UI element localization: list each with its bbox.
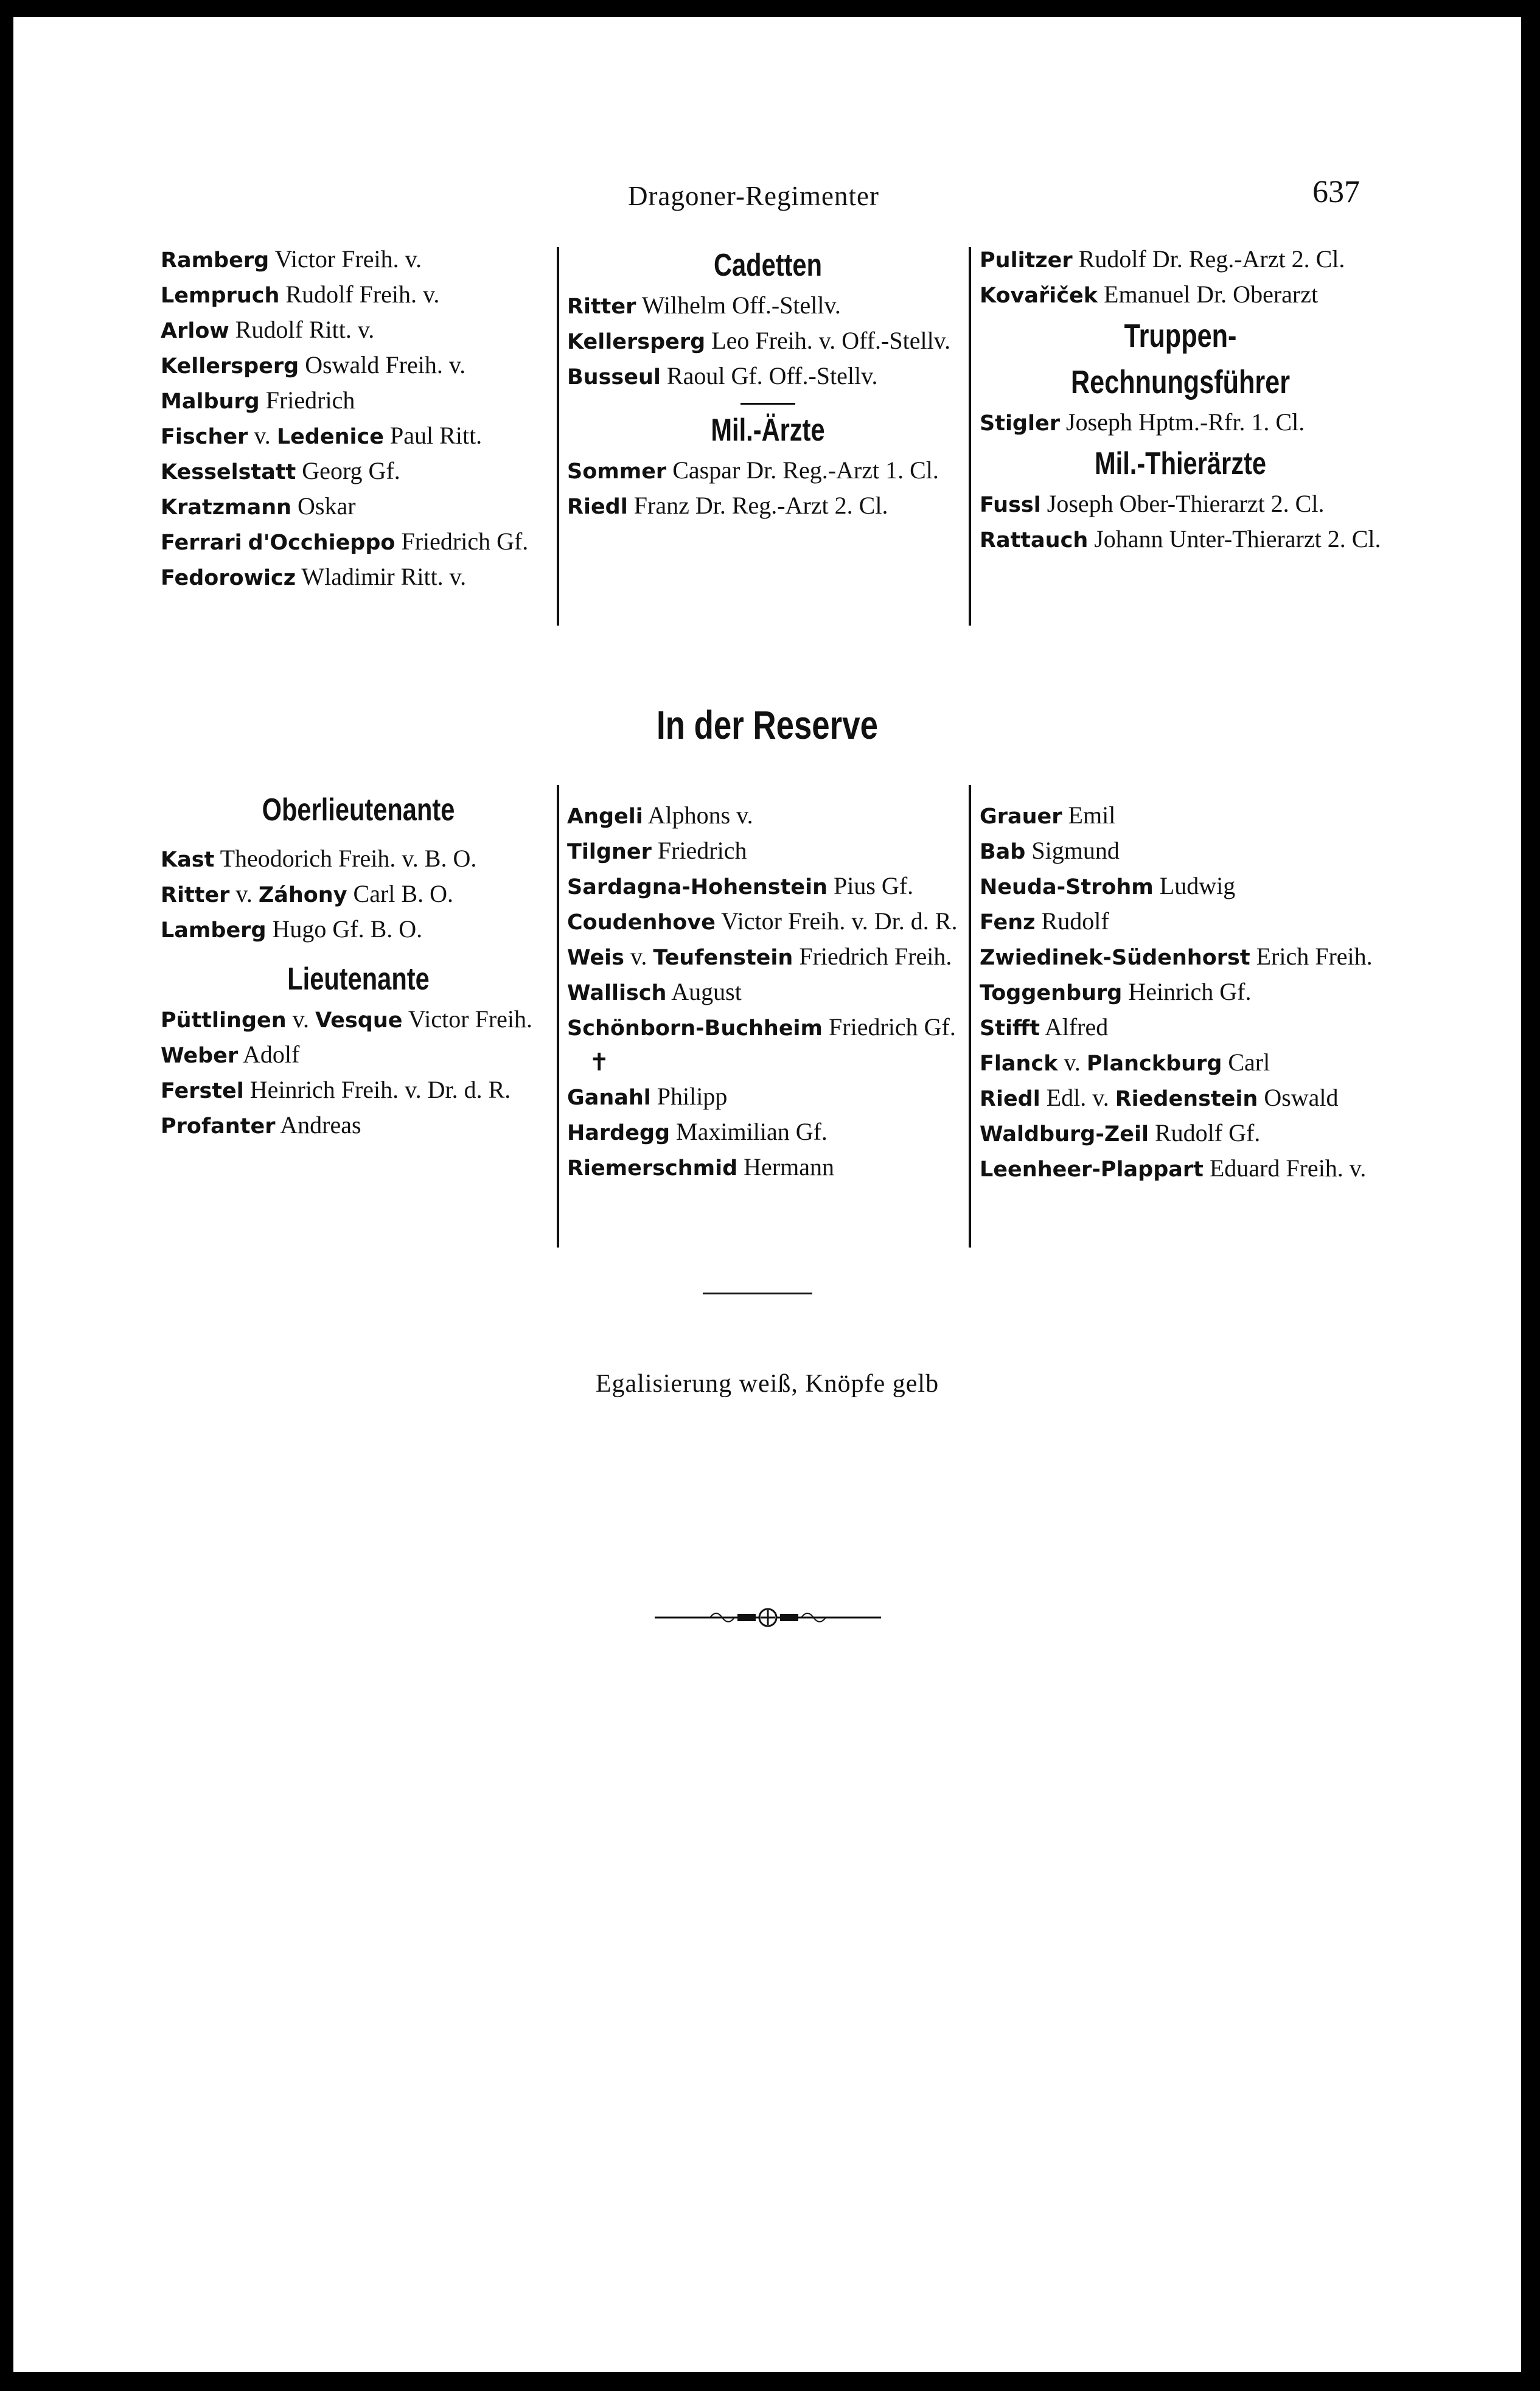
surname: Wallisch	[567, 981, 667, 1005]
surname: Kratzmann	[161, 495, 292, 520]
surname: Stigler	[980, 411, 1060, 436]
divider	[969, 247, 971, 626]
given-name-title: Edl. v.	[1046, 1084, 1109, 1111]
roster-entry	[567, 940, 969, 975]
given-name-title: Friedrich	[265, 386, 355, 414]
given-name-title: Oswald	[1264, 1084, 1339, 1111]
given-name-title: Rudolf	[1041, 907, 1109, 935]
given-name-title: v.	[1064, 1049, 1081, 1076]
roster-entry	[980, 834, 1381, 869]
roster-entry	[161, 1108, 556, 1143]
surname: Bab	[980, 840, 1026, 864]
reserve-col-2	[567, 798, 969, 1185]
given-name-title: Victor Freih.	[408, 1005, 533, 1033]
surname: Kovařiček	[980, 284, 1098, 308]
section-heading-cadetten: Cadetten	[714, 248, 822, 283]
surname: Schönborn-Buchheim	[567, 1016, 823, 1041]
given-name-title: August	[671, 978, 742, 1005]
given-name-title: Victor Freih. v. Dr. d. R.	[721, 907, 958, 935]
surname: Sardagna-Hohenstein	[567, 875, 827, 899]
roster-entry	[567, 869, 969, 904]
given-name-title: Paul Ritt.	[390, 422, 483, 449]
given-name-title: Andreas	[280, 1111, 361, 1139]
surname: Fussl	[980, 493, 1041, 517]
given-name-title: Ludwig	[1159, 872, 1236, 899]
surname: Fischer	[161, 425, 248, 449]
top-col-2	[567, 242, 969, 524]
surname: Arlow	[161, 319, 229, 343]
surname: Ganahl	[567, 1086, 651, 1110]
roster-entry	[980, 1045, 1381, 1081]
given-name-title: Sigmund	[1031, 837, 1120, 864]
reserve-heading: In der Reserve	[657, 702, 878, 747]
predicate-name: Teufenstein	[653, 946, 793, 970]
predicate-name: Riedenstein	[1115, 1087, 1258, 1111]
surname: Kesselstatt	[161, 460, 296, 484]
roster-entry	[161, 1038, 556, 1073]
surname: Püttlingen	[161, 1008, 287, 1033]
surname: Zwiedinek-Südenhorst	[980, 946, 1250, 970]
surname: Kast	[161, 848, 215, 872]
surname: Lamberg	[161, 918, 267, 943]
roster-entry	[161, 313, 556, 348]
roster-entry	[980, 405, 1381, 441]
given-name-title: Heinrich Gf.	[1128, 978, 1252, 1005]
roster-entry	[161, 560, 556, 595]
surname: Coudenhove	[567, 910, 716, 935]
surname: Kellersperg	[567, 330, 706, 354]
surname: Neuda-Strohm	[980, 875, 1154, 899]
given-name-title: Carl B. O.	[353, 880, 453, 907]
given-name-title: Philipp	[657, 1083, 728, 1110]
given-name-title: Emanuel Dr. Oberarzt	[1104, 281, 1319, 308]
surname: Ramberg	[161, 248, 270, 273]
given-name-title: Friedrich Freih.	[799, 943, 952, 970]
given-name-title: Friedrich	[657, 837, 747, 864]
predicate-name: Vesque	[315, 1008, 403, 1033]
surname: Tilgner	[567, 840, 652, 864]
predicate-name: d'Occhieppo	[248, 531, 395, 555]
given-name-title: Rudolf Freih. v.	[285, 281, 440, 308]
reserve-col-3	[980, 798, 1381, 1187]
roster-entry	[161, 842, 556, 877]
roster-entry	[567, 975, 969, 1010]
given-name-title: Johann Unter-Thierarzt 2. Cl.	[1094, 525, 1381, 553]
surname: Ritter	[567, 295, 636, 319]
given-name-title: Alfred	[1044, 1013, 1109, 1041]
roster-entry	[980, 1151, 1381, 1187]
given-name-title: Oswald Freih. v.	[305, 351, 466, 379]
given-name-title: Wladimir Ritt. v.	[301, 563, 467, 590]
surname: Riedl	[567, 495, 628, 519]
surname: Weis	[567, 946, 624, 970]
roster-entry	[980, 1010, 1381, 1045]
roster-entry	[980, 975, 1381, 1010]
given-name-title: v.	[630, 943, 647, 970]
given-name-title: Eduard Freih. v.	[1209, 1154, 1367, 1182]
given-name-title: Leo Freih. v. Off.-Stellv.	[711, 327, 951, 354]
roster-entry	[980, 242, 1381, 277]
roster-entry	[161, 1073, 556, 1108]
surname: Busseul	[567, 365, 661, 389]
given-name-title: Victor Freih. v.	[274, 245, 422, 273]
given-name-title: Franz Dr. Reg.-Arzt 2. Cl.	[633, 492, 888, 519]
surname: Fedorowicz	[161, 566, 296, 590]
given-name-title: Hugo Gf. B. O.	[272, 915, 423, 943]
roster-entry	[980, 1116, 1381, 1151]
surname: Rattauch	[980, 528, 1089, 553]
given-name-title: v.	[292, 1005, 310, 1033]
roster-entry	[567, 324, 969, 359]
roster-entry	[161, 348, 556, 383]
given-name-title: Theodorich Freih. v. B. O.	[220, 845, 477, 872]
predicate-name: Záhony	[258, 883, 347, 907]
roster-entry	[980, 487, 1381, 522]
given-name-title: Rudolf Dr. Reg.-Arzt 2. Cl.	[1078, 245, 1345, 273]
egalisierung-note: Egalisierung weiß, Knöpfe gelb	[595, 1370, 939, 1398]
surname: Ferstel	[161, 1079, 244, 1103]
given-name-title: v.	[235, 880, 253, 907]
roster-entry	[161, 912, 556, 948]
surname: Ritter	[161, 883, 230, 907]
page-number: 637	[1312, 175, 1360, 209]
given-name-title: Rudolf Gf.	[1154, 1119, 1261, 1147]
reserve-col-1	[161, 787, 556, 1143]
surname: Riedl	[980, 1087, 1040, 1111]
roster-entry	[980, 940, 1381, 975]
given-name-title: Wilhelm Off.-Stellv.	[641, 291, 841, 319]
given-name-title: Emil	[1068, 801, 1116, 829]
given-name-title: Hermann	[744, 1153, 834, 1181]
roster-entry	[161, 454, 556, 489]
given-name-title: Friedrich Gf. ✝	[589, 1013, 956, 1076]
given-name-title: v.	[254, 422, 271, 449]
given-name-title: Rudolf Ritt. v.	[235, 316, 375, 343]
roster-entry	[161, 489, 556, 525]
surname: Lempruch	[161, 284, 280, 308]
surname: Hardegg	[567, 1121, 671, 1145]
given-name-title: Adolf	[242, 1041, 300, 1068]
surname: Malburg	[161, 389, 260, 414]
predicate-name: Planckburg	[1086, 1052, 1222, 1076]
given-name-title: Carl	[1228, 1049, 1270, 1076]
surname: Sommer	[567, 459, 667, 484]
roster-entry	[161, 525, 556, 560]
section-heading-rechnungsfuehrer: Truppen-Rechnungsführer	[1070, 318, 1291, 400]
given-name-title: Maximilian Gf.	[676, 1118, 827, 1145]
section-rule	[703, 1293, 812, 1294]
given-name-title: Georg Gf.	[302, 457, 400, 484]
roster-entry	[567, 489, 969, 524]
roster-entry	[980, 277, 1381, 313]
roster-entry	[161, 383, 556, 419]
roster-entry	[567, 1080, 969, 1115]
surname: Fenz	[980, 910, 1036, 935]
roster-entry	[980, 798, 1381, 834]
roster-entry	[980, 904, 1381, 940]
page	[13, 17, 1521, 2372]
surname: Riemerschmid	[567, 1156, 738, 1181]
surname: Kellersperg	[161, 354, 299, 379]
surname: Grauer	[980, 805, 1062, 829]
given-name-title: Oskar	[298, 492, 356, 520]
roster-entry	[980, 1081, 1381, 1116]
short-rule	[740, 403, 795, 405]
running-header: Dragoner-Regimenter	[628, 181, 879, 211]
roster-entry	[567, 1010, 969, 1080]
given-name-title: Friedrich Gf.	[401, 528, 529, 555]
roster-entry	[567, 453, 969, 489]
section-heading-mil-aerzte: Mil.-Ärzte	[711, 413, 825, 448]
given-name-title: Caspar Dr. Reg.-Arzt 1. Cl.	[672, 456, 939, 484]
given-name-title: Joseph Hptm.-Rfr. 1. Cl.	[1066, 408, 1305, 436]
roster-entry	[161, 419, 556, 454]
roster-entry	[567, 904, 969, 940]
surname: Profanter	[161, 1114, 276, 1139]
section-heading-oberlieutenante: Oberlieutenante	[262, 792, 455, 828]
surname: Waldburg-Zeil	[980, 1122, 1149, 1147]
top-col-1	[161, 242, 556, 595]
roster-entry	[567, 798, 969, 834]
roster-entry	[567, 1115, 969, 1150]
surname: Stifft	[980, 1016, 1040, 1041]
divider	[969, 785, 971, 1248]
given-name-title: Erich Freih.	[1256, 943, 1373, 970]
given-name-title: Raoul Gf. Off.-Stellv.	[666, 362, 878, 389]
roster-entry	[567, 834, 969, 869]
roster-entry	[980, 869, 1381, 904]
ornament-icon	[652, 1605, 883, 1630]
predicate-name: Ledenice	[276, 425, 385, 449]
surname: Weber	[161, 1044, 239, 1068]
divider	[557, 247, 559, 626]
roster-entry	[161, 1002, 556, 1038]
surname: Flanck	[980, 1052, 1058, 1076]
roster-entry	[567, 288, 969, 324]
section-heading-lieutenante: Lieutenante	[287, 962, 430, 997]
given-name-title: Heinrich Freih. v. Dr. d. R.	[249, 1076, 511, 1103]
roster-entry	[980, 522, 1381, 557]
surname: Leenheer-Plappart	[980, 1157, 1204, 1182]
roster-entry	[161, 877, 556, 912]
given-name-title: Joseph Ober-Thierarzt 2. Cl.	[1047, 490, 1325, 517]
surname: Toggenburg	[980, 981, 1123, 1005]
roster-entry	[161, 242, 556, 277]
section-heading-thieraerzte: Mil.-Thierärzte	[1095, 446, 1266, 481]
top-col-3	[980, 242, 1381, 557]
surname: Angeli	[567, 805, 643, 829]
surname: Ferrari	[161, 531, 242, 555]
roster-entry	[161, 277, 556, 313]
given-name-title: Pius Gf.	[834, 872, 914, 899]
surname: Pulitzer	[980, 248, 1073, 273]
roster-entry	[567, 359, 969, 394]
divider	[557, 785, 559, 1248]
roster-entry	[567, 1150, 969, 1185]
given-name-title: Alphons v.	[647, 801, 753, 829]
